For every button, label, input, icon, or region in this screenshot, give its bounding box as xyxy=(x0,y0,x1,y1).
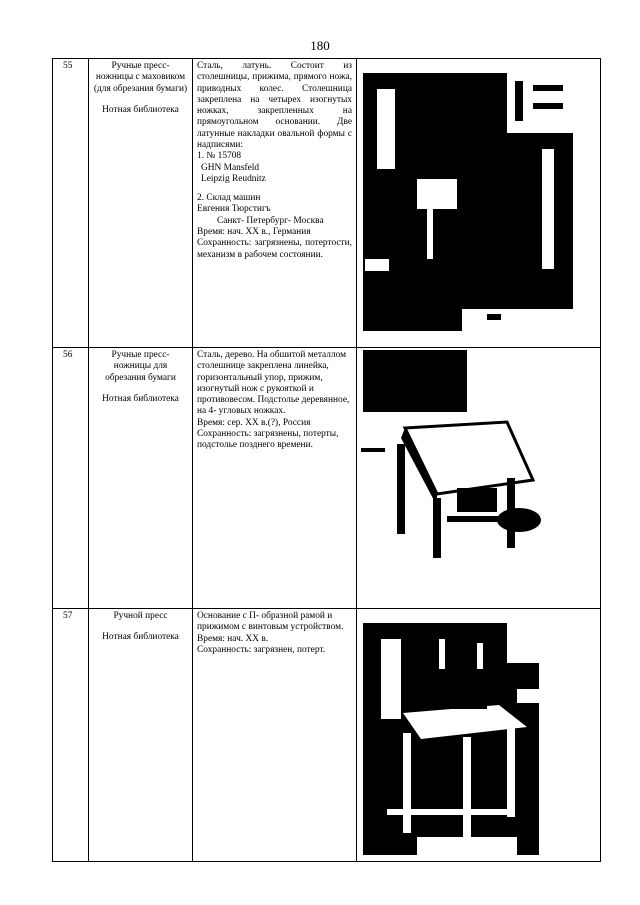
item-title: Ручной пресс xyxy=(113,611,168,621)
inscription-line: Евгения Тюрстигъ xyxy=(197,204,271,215)
table-row xyxy=(53,348,601,609)
item-description-cell xyxy=(193,59,357,348)
item-photo-cell xyxy=(357,59,601,348)
hand-press-photo xyxy=(357,609,601,857)
item-description: Основание с П- образной рамой и прижимом с винтовым устройством. xyxy=(197,611,344,633)
item-condition: Сохранность: загрязнены, потертости, механизм в рабочем состоянии. xyxy=(197,238,352,260)
table-row xyxy=(53,609,601,862)
item-time: Время: нач. XX в. xyxy=(197,633,269,644)
item-condition: Сохранность: загрязнены, потерты, подстолье позднего времени. xyxy=(197,428,339,451)
item-time: Время: сер. XX в.(?), Россия xyxy=(197,417,311,428)
item-description: Сталь, дерево. На обшитой металлом столешнице закреплена линейка, горизонтальный упор, прижим, изогнутый нож с рукояткой и противовесом. Подстолье деревянное, на 4- угловых ножках. xyxy=(197,350,350,417)
item-name-cell xyxy=(89,609,193,862)
item-number: 56 xyxy=(53,348,89,609)
page-number: 180 xyxy=(310,38,330,53)
press-shears-photo xyxy=(357,59,601,343)
item-number: 55 xyxy=(53,59,89,348)
table-row xyxy=(53,59,601,348)
inscription-line: 1. № 15708 xyxy=(197,151,242,162)
inscription-line: Leipzig Reudnitz xyxy=(201,173,266,184)
item-title: Ручные пресс-ножницы с маховиком (для обрезания бумаги) xyxy=(93,61,188,94)
item-description-cell xyxy=(193,348,357,609)
item-location: Нотная библиотека xyxy=(102,104,179,115)
item-number: 57 xyxy=(53,609,89,862)
item-location: Нотная библиотека xyxy=(102,393,179,404)
item-photo-cell xyxy=(357,609,601,862)
paper-cutter-photo xyxy=(357,348,601,604)
item-location: Нотная библиотека xyxy=(102,632,179,643)
inscription-line: Санкт- Петербург- Москва xyxy=(217,215,324,226)
item-title: Ручные пресс-ножницы для обрезания бумаги xyxy=(105,350,176,383)
item-description-cell xyxy=(193,609,357,862)
inscription-line: 2. Склад машин xyxy=(197,193,261,204)
catalog-table xyxy=(52,58,601,862)
item-description: Сталь, латунь. Состоит из столешницы, прижима, прямого ножа, приводных колес. Столешница закреплена на четырех изогнутых ножках, закрепленных на прямоугольном основании. Две латунные накладки овальной формы с надписями: xyxy=(197,61,352,150)
item-time: Время: нач. XX в., Германия xyxy=(197,226,311,237)
inscription-line: GHN Mansfeld xyxy=(201,162,260,173)
item-condition: Сохранность: загрязнен, потерт. xyxy=(197,644,326,655)
item-name-cell xyxy=(89,59,193,348)
item-name-cell xyxy=(89,348,193,609)
item-photo-cell xyxy=(357,348,601,609)
